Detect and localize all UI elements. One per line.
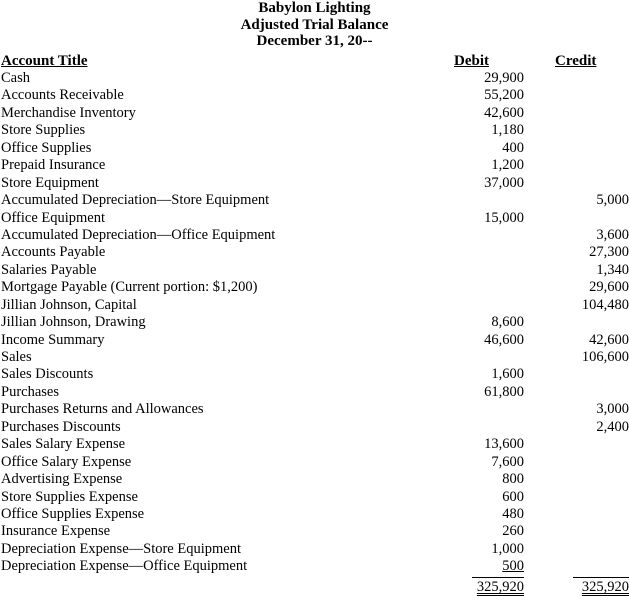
account-title: Prepaid Insurance [1,157,106,174]
debit-value: 1,200 [491,157,524,174]
debit-value: 13,600 [484,436,524,453]
debit-value: 260 [502,523,524,540]
debit-amount [444,210,524,227]
account-title: Purchases Discounts [1,418,121,435]
credit-amount: 3,000 [596,401,629,418]
table-row [0,105,629,122]
debit-value: 37,000 [484,174,524,191]
credit-amount: 42,600 [589,331,629,348]
account-title: Office Supplies Expense [1,505,145,522]
debit-amount [444,87,524,104]
debit-amount [444,523,524,540]
debit-total: 325,920 [476,579,524,595]
table-row [0,454,629,471]
table-row [0,244,629,261]
table-row [0,471,629,488]
debit-value: 7,600 [491,453,524,470]
table-row [0,122,629,139]
account-title: Advertising Expense [1,471,123,488]
debit-amount [444,122,524,139]
debit-value: 8,600 [491,314,524,331]
table-row [0,192,629,209]
table-row [0,210,629,227]
table-row [0,262,629,279]
debit-amount [444,157,524,174]
account-title: Office Equipment [1,209,106,226]
debit-amount [444,454,524,471]
debit-value: 61,800 [484,383,524,400]
credit-amount: 104,480 [581,296,629,313]
table-row [0,436,629,453]
debit-amount [444,140,524,157]
account-title: Accumulated Depreciation—Office Equipment [1,226,276,243]
table-row [0,558,629,575]
column-header-account: Account Title [1,53,88,69]
credit-amount: 1,340 [596,261,629,278]
credit-amount: 5,000 [596,192,629,209]
account-title: Jillian Johnson, Capital [1,296,137,313]
debit-value: 600 [502,488,524,505]
table-row [0,140,629,157]
account-title: Depreciation Expense—Store Equipment [1,540,241,557]
table-row [0,349,629,366]
table-row [0,332,629,349]
debit-amount [444,314,524,331]
account-title: Accounts Receivable [1,87,124,104]
account-title: Salaries Payable [1,261,97,278]
debit-amount [444,471,524,488]
credit-amount: 106,600 [581,349,629,365]
debit-value: 800 [502,471,524,488]
totals-row [0,578,629,596]
debit-amount [444,175,524,192]
table-row [0,523,629,540]
debit-amount [444,506,524,523]
debit-amount [444,366,524,383]
table-row [0,279,629,296]
table-row [0,314,629,331]
debit-value: 29,900 [484,70,524,86]
account-title: Office Supplies [1,139,92,156]
report-date: December 31, 20-- [256,33,373,49]
debit-amount [444,489,524,506]
table-row [0,541,629,558]
column-header-debit: Debit [454,53,489,69]
account-title: Merchandise Inventory [1,104,136,121]
table-row [0,157,629,174]
account-title: Cash [1,70,30,86]
account-title: Purchases Returns and Allowances [1,401,204,418]
debit-amount [444,332,524,349]
account-title: Sales [1,349,32,365]
account-title: Store Supplies Expense [1,488,138,505]
account-title: Sales Discounts [1,366,94,383]
debit-amount [444,384,524,401]
debit-value: 1,180 [491,122,524,139]
table-row [0,506,629,523]
table-row [0,87,629,104]
account-title: Insurance Expense [1,523,111,540]
table-row [0,297,629,314]
account-title: Accumulated Depreciation—Store Equipment [1,192,270,209]
account-title: Store Equipment [1,174,99,191]
debit-amount [444,541,524,558]
debit-value: 1,600 [491,366,524,383]
report-title: Adjusted Trial Balance [240,16,389,33]
debit-amount [444,105,524,122]
account-title: Office Salary Expense [1,453,132,470]
debit-value: 500 [502,558,524,575]
debit-value: 1,000 [491,540,524,557]
table-row [0,70,629,87]
report-header [0,0,629,50]
account-title: Mortgage Payable (Current portion: $1,200) [1,279,258,296]
debit-amount [444,558,524,575]
debit-value: 400 [502,139,524,156]
credit-amount: 3,600 [596,226,629,243]
table-row [0,175,629,192]
column-header-credit: Credit [555,53,597,69]
account-title: Accounts Payable [1,244,106,261]
table-row [0,384,629,401]
table-row [0,227,629,244]
account-title: Depreciation Expense—Office Equipment [1,558,248,575]
table-row [0,419,629,436]
account-title: Purchases [1,383,59,400]
debit-amount [444,436,524,453]
account-title: Sales Salary Expense [1,436,126,453]
credit-amount: 27,300 [589,244,629,261]
debit-value: 46,600 [484,331,524,348]
credit-total: 325,920 [581,579,629,595]
trial-balance-table [0,70,629,576]
debit-value: 15,000 [484,209,524,226]
table-row [0,366,629,383]
credit-amount: 29,600 [589,279,629,296]
account-title: Jillian Johnson, Drawing [1,314,146,331]
debit-value: 55,200 [484,87,524,104]
company-name: Babylon Lighting [258,0,371,16]
account-title: Income Summary [1,331,105,348]
account-title: Store Supplies [1,122,86,139]
credit-amount: 2,400 [596,418,629,435]
debit-value: 42,600 [484,104,524,121]
debit-value: 480 [502,505,524,522]
debit-amount [444,70,524,87]
table-row [0,489,629,506]
table-row [0,401,629,418]
